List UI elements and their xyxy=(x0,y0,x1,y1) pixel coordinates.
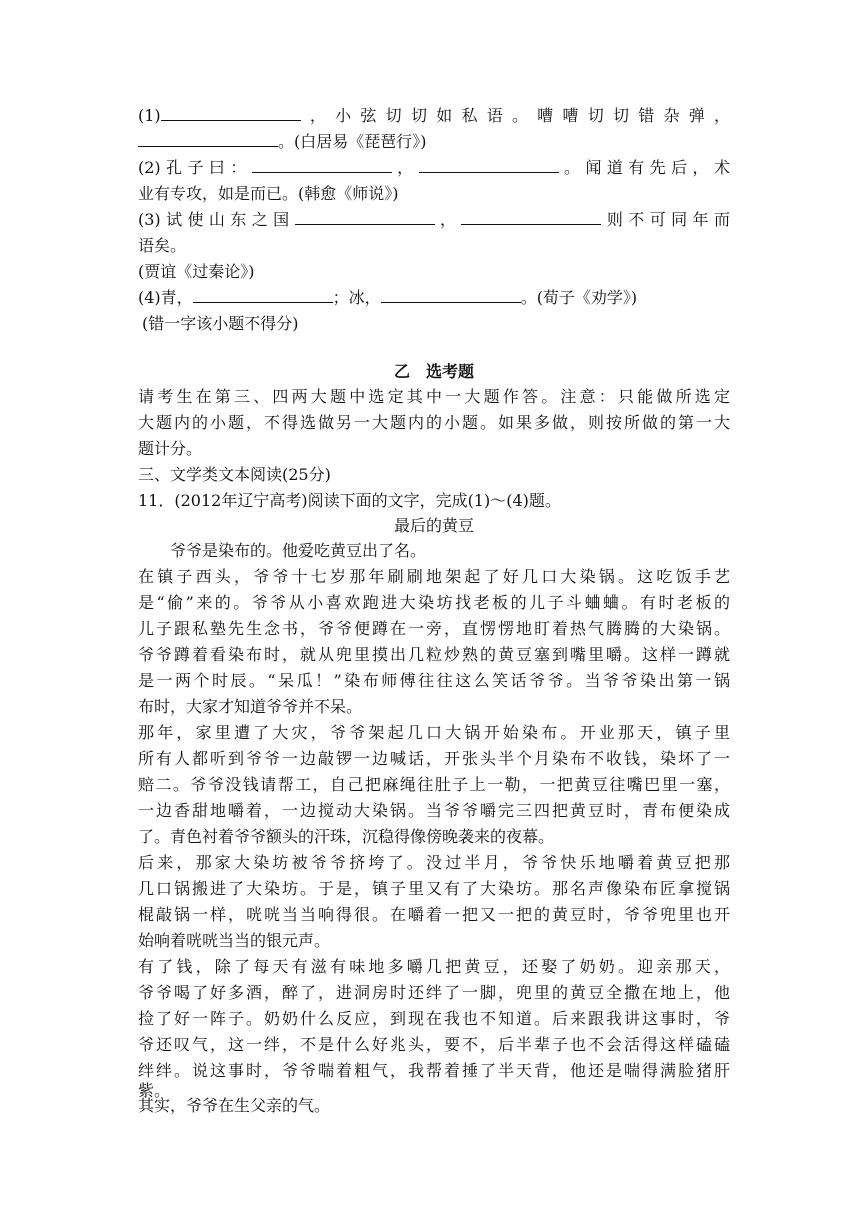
q4-blank-2[interactable] xyxy=(381,285,521,303)
story-line: 后来，那家大染坊被爷爷挤垮了。没过半月，爷爷快乐地嚼着黄豆把那 xyxy=(138,853,730,872)
story-line: 捡了好一阵子。奶奶什么反应，到现在我也不知道。后来跟我讲这事时，爷 xyxy=(138,1009,730,1028)
q2-text-d: 业有专攻，如是而已。(韩愈《师说》) xyxy=(138,184,399,203)
story-line: 是“偷”来的。爷爷从小喜欢跑进大染坊找老板的儿子斗蛐蛐。有时老板的 xyxy=(138,593,730,612)
q3-line-2 xyxy=(138,233,730,259)
q3-line-1 xyxy=(138,207,730,233)
q4-text-b: ；冰， xyxy=(332,288,381,307)
section-heading: 乙 选考题 xyxy=(393,362,474,381)
q1-line-2 xyxy=(138,129,730,155)
story-line: 棍敲锅一样，咣咣当当响得很。在嚼着一把又一把的黄豆时，爷爷兜里也开 xyxy=(138,905,730,924)
story-line: 所有人都听到爷爷一边敲锣一边喊话，开张头半个月染布不收钱，染坏了一 xyxy=(138,749,730,768)
question-11: 11．(2012年辽宁高考)阅读下面的文字，完成(1)～(4)题。 xyxy=(138,491,561,510)
q3-text-c: 则不可同年而 xyxy=(601,210,730,229)
q3-text-a: (3)试使山东之国 xyxy=(138,210,295,229)
story-line: 赔二。爷爷没钱请帮工，自己把麻绳往肚子上一勒，一把黄豆往嘴巴里一塞， xyxy=(138,775,730,794)
story-line: 在镇子西头，爷爷十七岁那年刷刷地架起了好几口大染锅。这吃饭手艺 xyxy=(138,567,730,586)
story-line: 紫。 xyxy=(138,1081,171,1100)
q3-source: (贾谊《过秦论》) xyxy=(138,262,255,281)
story-line: 始响着咣咣当当的银元声。 xyxy=(138,931,331,950)
q2-line-2 xyxy=(138,181,730,207)
part-three-heading: 三、文学类文本阅读(25分) xyxy=(138,465,331,484)
q2-line-1 xyxy=(138,155,730,181)
q1-number: (1) xyxy=(138,106,161,125)
q4-note xyxy=(142,311,734,337)
q1-text-a: ，小弦切切如私语。嘈嘈切切错杂弹， xyxy=(300,106,730,125)
q4-text-c: 。(荀子《劝学》) xyxy=(520,288,638,307)
q2-text-c: 。闻道有先后，术 xyxy=(558,158,730,177)
q4-blank-1[interactable] xyxy=(193,285,333,303)
story-line: 了。青色衬着爷爷额头的汗珠，沉稳得像傍晚袭来的夜幕。 xyxy=(138,827,555,846)
story-line: 那年，家里遭了大灾，爷爷架起几口大锅开始染布。开业那天，镇子里 xyxy=(138,723,730,742)
story-line: 爷还叹气，这一绊，不是什么好兆头，要不，后半辈子也不会活得这样磕磕 xyxy=(138,1035,730,1054)
q4-line-1 xyxy=(138,285,730,311)
q2-text-b: ， xyxy=(391,158,419,177)
q3-text-b: ， xyxy=(434,210,462,229)
story-line: 爷爷蹲着看染布时，就从兜里摸出几粒炒熟的黄豆塞到嘴里嚼。这样一蹲就 xyxy=(138,645,730,664)
story-line: 爷爷是染布的。他爱吃黄豆出了名。 xyxy=(170,541,427,560)
q3-blank-2[interactable] xyxy=(461,207,601,225)
q2-blank-1[interactable] xyxy=(252,155,392,173)
story-line: 布时，大家才知道爷爷并不呆。 xyxy=(138,697,363,716)
q2-blank-2[interactable] xyxy=(419,155,559,173)
instruction-line-1: 请考生在第三、四两大题中选定其中一大题作答。注意：只能做所选定 xyxy=(138,387,730,406)
q1-line-1 xyxy=(138,103,730,129)
story-line: 有了钱，除了每天有滋有味地多嚼几把黄豆，还娶了奶奶。迎亲那天， xyxy=(138,957,730,976)
q1-blank-2[interactable] xyxy=(138,129,278,147)
story-line: 绊绊。说这事时，爷爷喘着粗气，我帮着捶了半天背，他还是喘得满脸猪肝 xyxy=(138,1061,730,1080)
instruction-line-2: 大题内的小题，不得选做另一大题内的小题。如果多做，则按所做的第一大 xyxy=(138,413,730,432)
q2-text-a: (2)孔子曰： xyxy=(138,158,252,177)
q3-blank-1[interactable] xyxy=(295,207,435,225)
instruction-line-3: 题计分。 xyxy=(138,439,203,458)
story-line: 几口锅搬进了大染坊。于是，镇子里又有了大染坊。那名声像染布匠拿搅锅 xyxy=(138,879,730,898)
story-line: 其实，爷爷在生父亲的气。 xyxy=(138,1096,331,1115)
story-line: 爷爷喝了好多酒，醉了，进洞房时还绊了一脚，兜里的黄豆全撒在地上，他 xyxy=(138,983,730,1002)
q3-line-3 xyxy=(138,259,730,285)
story-line: 一边香甜地嚼着，一边搅动大染锅。当爷爷嚼完三四把黄豆时，青布便染成 xyxy=(138,801,730,820)
q4-text-a: (4)青， xyxy=(138,288,193,307)
q3-text-d: 语矣。 xyxy=(138,236,187,255)
story-title: 最后的黄豆 xyxy=(393,516,474,535)
story-line: 是一两个时辰。“呆瓜！”染布师傅往往这么笑话爷爷。当爷爷染出第一锅 xyxy=(138,671,730,690)
q1-blank-1[interactable] xyxy=(161,103,301,121)
q1-text-b: 。(白居易《琵琶行》) xyxy=(278,132,427,151)
q4-note-text: (错一字该小题不得分) xyxy=(142,314,299,333)
story-line: 儿子跟私塾先生念书，爷爷便蹲在一旁，直愣愣地盯着热气腾腾的大染锅。 xyxy=(138,619,730,638)
